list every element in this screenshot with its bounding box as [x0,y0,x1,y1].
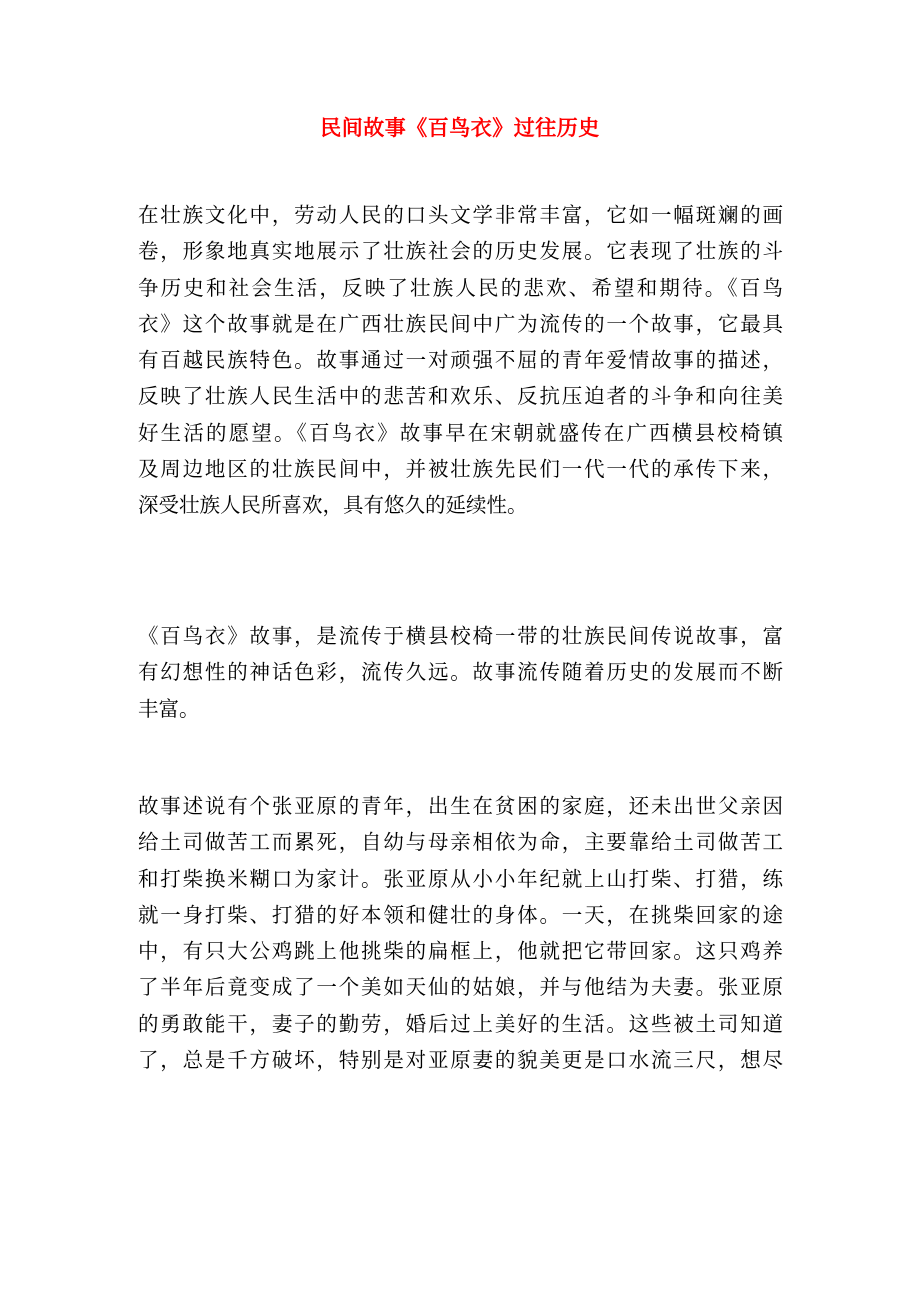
paragraph-line: 就一身打柴、打猎的好本领和健壮的身体。一天，在挑柴回家的途 [138,902,783,927]
paragraph-line: 中，有只大公鸡跳上他挑柴的扁框上，他就把它带回家。这只鸡养 [138,939,783,964]
paragraph-2 [138,618,783,727]
paragraph-line: 了，总是千方破坏，特别是对亚原妻的貌美更是口水流三尺，想尽 [138,1048,783,1073]
paragraph-line: 的勇敢能干，妻子的勤劳，婚后过上美好的生活。这些被土司知道 [138,1011,783,1036]
paragraph-line: 故事述说有个张亚原的青年，出生在贫困的家庭，还未出世父亲因 [138,794,783,818]
paragraph-line: 好生活的愿望。《百鸟衣》故事早在宋朝就盛传在广西横县校椅镇 [138,420,783,445]
paragraph-line: 了半年后竟变成了一个美如天仙的姑娘，并与他结为夫妻。张亚原 [138,975,783,1000]
paragraph-line: 和打柴换米糊口为家计。张亚原从小小年纪就上山打柴、打猎，练 [138,866,783,891]
paragraph-line: 深受壮族人民所喜欢，具有悠久的延续性。 [138,493,528,518]
paragraph-line: 在壮族文化中，劳动人民的口头文学非常丰富，它如一幅斑斓的画 [138,203,783,227]
paragraph-line: 衣》这个故事就是在广西壮族民间中广为流传的一个故事，它最具 [138,311,783,336]
paragraph-line: 给土司做苦工而累死，自幼与母亲相依为命，主要靠给土司做苦工 [138,830,783,855]
paragraph-line: 有百越民族特色。故事通过一对顽强不屈的青年爱情故事的描述， [138,348,783,373]
paragraph-line: 及周边地区的壮族民间中，并被壮族先民们一代一代的承传下来， [138,457,783,482]
paragraph-line: 有幻想性的神话色彩，流传久远。故事流传随着历史的发展而不断 [138,660,783,685]
paragraph-line: 《百鸟衣》故事，是流传于横县校椅一带的壮族民间传说故事，富 [138,624,783,648]
paragraph-line: 丰富。 [138,696,200,721]
document-title: 民间故事《百鸟衣》过往历史 [320,115,600,140]
paragraph-line: 反映了壮族人民生活中的悲苦和欢乐、反抗压迫者的斗争和向往美 [138,384,783,409]
paragraph-line: 争历史和社会生活，反映了壮族人民的悲欢、希望和期待。《百鸟 [138,275,783,300]
paragraph-3 [138,788,783,1078]
paragraph-line: 卷，形象地真实地展示了壮族社会的历史发展。它表现了壮族的斗 [138,239,783,264]
paragraph-1 [138,197,783,524]
